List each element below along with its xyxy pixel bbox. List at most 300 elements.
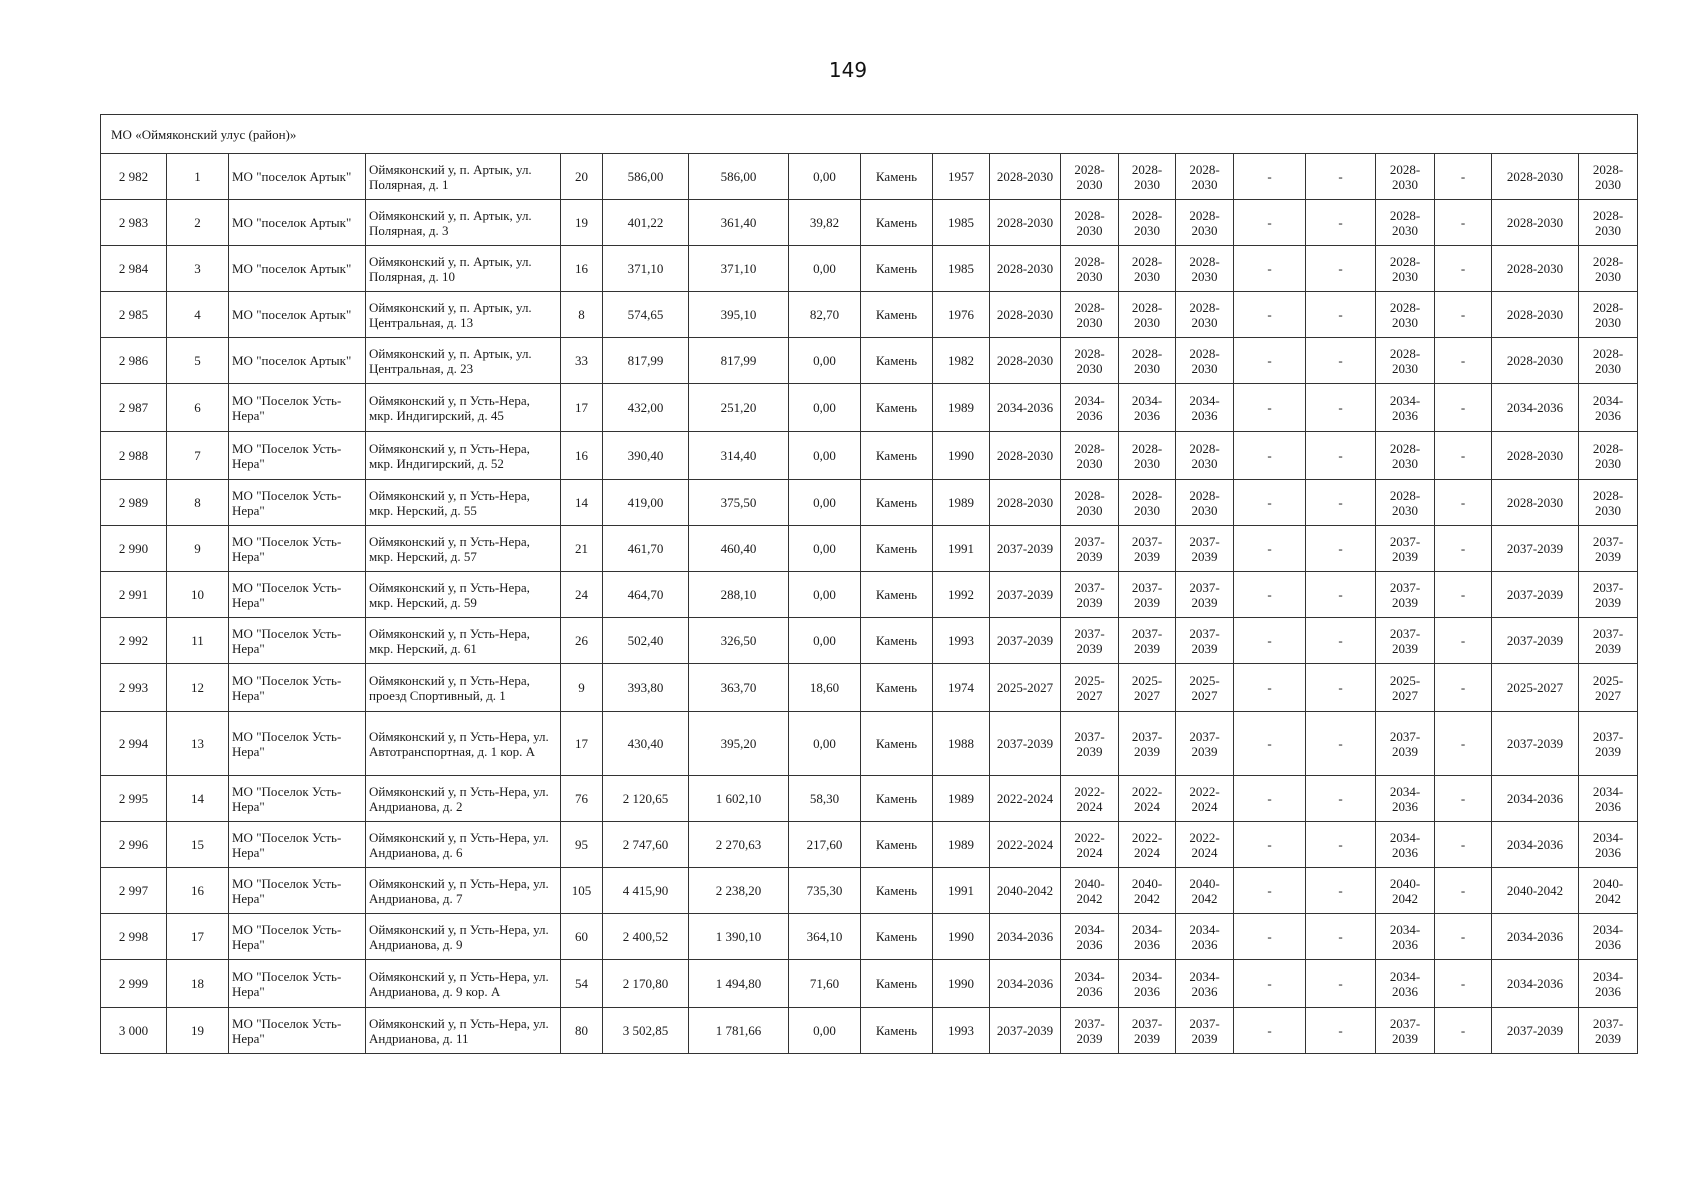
cell-municipality: МО "поселок Артык" (229, 292, 366, 338)
cell-material: Камень (861, 200, 933, 246)
cell-year: 1989 (933, 776, 990, 822)
cell-value: 574,65 (603, 292, 689, 338)
cell-period: 2037-2039 (990, 712, 1061, 776)
cell-period: 2028-2030 (1579, 480, 1638, 526)
cell-period: 2037-2039 (1061, 526, 1119, 572)
cell-address: Оймяконский у, п. Артык, ул. Полярная, д. 3 (366, 200, 561, 246)
cell-address: Оймяконский у, п Усть-Нера, ул. Андрианова, д. 2 (366, 776, 561, 822)
cell-value: 19 (561, 200, 603, 246)
cell-dash: - (1306, 822, 1376, 868)
cell-material: Камень (861, 384, 933, 432)
cell-period: 2040-2042 (1492, 868, 1579, 914)
cell-period: 2028-2030 (1061, 246, 1119, 292)
cell-material: Камень (861, 1008, 933, 1054)
cell-municipality: МО "Поселок Усть-Нера" (229, 432, 366, 480)
cell-value: 1 494,80 (689, 960, 789, 1008)
cell-municipality: МО "Поселок Усть-Нера" (229, 776, 366, 822)
cell-period: 2022-2024 (990, 776, 1061, 822)
cell-dash: - (1306, 960, 1376, 1008)
cell-dash: - (1435, 154, 1492, 200)
cell-year: 1991 (933, 868, 990, 914)
table-row (101, 526, 1638, 572)
cell-period: 2028-2030 (1119, 480, 1176, 526)
cell-dash: - (1234, 154, 1306, 200)
cell-period: 2037-2039 (1119, 712, 1176, 776)
table-row (101, 776, 1638, 822)
cell-dash: - (1306, 526, 1376, 572)
cell-material: Камень (861, 246, 933, 292)
cell-period: 2037-2039 (990, 1008, 1061, 1054)
cell-index: 3 (167, 246, 229, 292)
cell-period: 2037-2039 (1061, 572, 1119, 618)
cell-value: 0,00 (789, 338, 861, 384)
cell-value: 4 415,90 (603, 868, 689, 914)
cell-period: 2034-2036 (1492, 776, 1579, 822)
cell-dash: - (1435, 338, 1492, 384)
cell-period: 2037-2039 (1579, 712, 1638, 776)
cell-index: 17 (167, 914, 229, 960)
cell-value: 2 238,20 (689, 868, 789, 914)
cell-period: 2022-2024 (1061, 822, 1119, 868)
cell-value: 0,00 (789, 618, 861, 664)
cell-address: Оймяконский у, п Усть-Нера, мкр. Нерский, д. 55 (366, 480, 561, 526)
cell-municipality: МО "Поселок Усть-Нера" (229, 384, 366, 432)
cell-value: 361,40 (689, 200, 789, 246)
cell-index: 19 (167, 1008, 229, 1054)
cell-dash: - (1306, 154, 1376, 200)
table-row (101, 572, 1638, 618)
table-row (101, 960, 1638, 1008)
cell-period: 2037-2039 (1061, 712, 1119, 776)
cell-value: 0,00 (789, 480, 861, 526)
cell-period: 2034-2036 (1119, 960, 1176, 1008)
cell-index: 8 (167, 480, 229, 526)
cell-number: 2 996 (101, 822, 167, 868)
cell-dash: - (1435, 1008, 1492, 1054)
cell-material: Камень (861, 914, 933, 960)
cell-address: Оймяконский у, п Усть-Нера, ул. Андрианова, д. 11 (366, 1008, 561, 1054)
cell-number: 2 985 (101, 292, 167, 338)
cell-dash: - (1435, 246, 1492, 292)
cell-dash: - (1306, 384, 1376, 432)
cell-value: 76 (561, 776, 603, 822)
cell-year: 1985 (933, 200, 990, 246)
cell-period: 2028-2030 (990, 480, 1061, 526)
cell-dash: - (1306, 480, 1376, 526)
cell-value: 461,70 (603, 526, 689, 572)
cell-period: 2028-2030 (1376, 480, 1435, 526)
cell-value: 432,00 (603, 384, 689, 432)
cell-period: 2028-2030 (1119, 200, 1176, 246)
cell-period: 2028-2030 (1492, 432, 1579, 480)
cell-dash: - (1234, 914, 1306, 960)
cell-value: 817,99 (603, 338, 689, 384)
cell-municipality: МО "Поселок Усть-Нера" (229, 868, 366, 914)
cell-municipality: МО "поселок Артык" (229, 154, 366, 200)
cell-dash: - (1234, 712, 1306, 776)
table-row (101, 338, 1638, 384)
cell-period: 2037-2039 (990, 526, 1061, 572)
cell-value: 2 400,52 (603, 914, 689, 960)
cell-value: 2 170,80 (603, 960, 689, 1008)
cell-dash: - (1306, 868, 1376, 914)
cell-period: 2028-2030 (1061, 480, 1119, 526)
cell-period: 2028-2030 (1176, 154, 1234, 200)
table-row (101, 432, 1638, 480)
cell-value: 1 781,66 (689, 1008, 789, 1054)
cell-period: 2028-2030 (1376, 154, 1435, 200)
cell-period: 2028-2030 (1119, 292, 1176, 338)
cell-value: 16 (561, 246, 603, 292)
cell-period: 2037-2039 (1492, 1008, 1579, 1054)
cell-period: 2028-2030 (1492, 200, 1579, 246)
cell-period: 2037-2039 (1176, 1008, 1234, 1054)
cell-number: 2 990 (101, 526, 167, 572)
cell-year: 1991 (933, 526, 990, 572)
table-row (101, 480, 1638, 526)
cell-value: 18,60 (789, 664, 861, 712)
cell-address: Оймяконский у, п Усть-Нера, мкр. Индигирский, д. 52 (366, 432, 561, 480)
table-row (101, 154, 1638, 200)
cell-period: 2022-2024 (1061, 776, 1119, 822)
cell-period: 2025-2027 (1119, 664, 1176, 712)
cell-dash: - (1234, 868, 1306, 914)
cell-dash: - (1234, 480, 1306, 526)
cell-period: 2040-2042 (990, 868, 1061, 914)
table-row (101, 914, 1638, 960)
cell-address: Оймяконский у, п Усть-Нера, мкр. Нерский, д. 61 (366, 618, 561, 664)
cell-number: 2 993 (101, 664, 167, 712)
cell-dash: - (1435, 822, 1492, 868)
table-row (101, 618, 1638, 664)
cell-number: 2 998 (101, 914, 167, 960)
cell-address: Оймяконский у, п Усть-Нера, мкр. Индигирский, д. 45 (366, 384, 561, 432)
cell-period: 2034-2036 (990, 384, 1061, 432)
cell-period: 2034-2036 (1376, 384, 1435, 432)
cell-index: 10 (167, 572, 229, 618)
cell-period: 2037-2039 (1492, 712, 1579, 776)
cell-number: 2 982 (101, 154, 167, 200)
cell-period: 2037-2039 (1376, 712, 1435, 776)
cell-value: 0,00 (789, 1008, 861, 1054)
cell-value: 314,40 (689, 432, 789, 480)
cell-period: 2028-2030 (1176, 338, 1234, 384)
cell-municipality: МО "поселок Артык" (229, 338, 366, 384)
cell-dash: - (1435, 868, 1492, 914)
cell-value: 0,00 (789, 572, 861, 618)
cell-index: 2 (167, 200, 229, 246)
cell-municipality: МО "Поселок Усть-Нера" (229, 960, 366, 1008)
cell-dash: - (1306, 338, 1376, 384)
cell-period: 2034-2036 (1579, 384, 1638, 432)
cell-value: 80 (561, 1008, 603, 1054)
cell-value: 0,00 (789, 246, 861, 292)
cell-value: 0,00 (789, 712, 861, 776)
cell-value: 1 602,10 (689, 776, 789, 822)
cell-period: 2022-2024 (1119, 776, 1176, 822)
cell-index: 1 (167, 154, 229, 200)
cell-index: 12 (167, 664, 229, 712)
cell-value: 586,00 (603, 154, 689, 200)
cell-period: 2028-2030 (1119, 154, 1176, 200)
cell-period: 2028-2030 (1176, 200, 1234, 246)
cell-period: 2028-2030 (990, 292, 1061, 338)
cell-period: 2025-2027 (1492, 664, 1579, 712)
cell-value: 3 502,85 (603, 1008, 689, 1054)
cell-value: 0,00 (789, 154, 861, 200)
cell-dash: - (1435, 712, 1492, 776)
cell-value: 95 (561, 822, 603, 868)
cell-material: Камень (861, 664, 933, 712)
cell-period: 2028-2030 (1492, 292, 1579, 338)
cell-value: 9 (561, 664, 603, 712)
cell-dash: - (1435, 572, 1492, 618)
cell-index: 7 (167, 432, 229, 480)
cell-period: 2034-2036 (1579, 776, 1638, 822)
cell-value: 419,00 (603, 480, 689, 526)
cell-period: 2037-2039 (1176, 618, 1234, 664)
cell-period: 2034-2036 (1119, 384, 1176, 432)
cell-material: Камень (861, 776, 933, 822)
cell-dash: - (1306, 618, 1376, 664)
cell-value: 54 (561, 960, 603, 1008)
cell-number: 2 995 (101, 776, 167, 822)
cell-period: 2034-2036 (1492, 384, 1579, 432)
cell-period: 2037-2039 (1376, 526, 1435, 572)
cell-number: 2 992 (101, 618, 167, 664)
cell-dash: - (1306, 664, 1376, 712)
cell-number: 2 988 (101, 432, 167, 480)
cell-period: 2025-2027 (1176, 664, 1234, 712)
cell-period: 2037-2039 (1119, 572, 1176, 618)
cell-dash: - (1234, 664, 1306, 712)
cell-index: 18 (167, 960, 229, 1008)
cell-period: 2037-2039 (1579, 526, 1638, 572)
cell-dash: - (1234, 526, 1306, 572)
cell-period: 2034-2036 (1061, 960, 1119, 1008)
cell-dash: - (1234, 776, 1306, 822)
cell-number: 2 984 (101, 246, 167, 292)
cell-dash: - (1234, 338, 1306, 384)
cell-period: 2037-2039 (1119, 526, 1176, 572)
cell-period: 2025-2027 (1579, 664, 1638, 712)
cell-period: 2028-2030 (1061, 292, 1119, 338)
cell-period: 2022-2024 (1119, 822, 1176, 868)
cell-index: 13 (167, 712, 229, 776)
cell-period: 2034-2036 (990, 960, 1061, 1008)
cell-period: 2034-2036 (1376, 822, 1435, 868)
cell-year: 1974 (933, 664, 990, 712)
cell-dash: - (1435, 914, 1492, 960)
cell-address: Оймяконский у, п Усть-Нера, ул. Автотранспортная, д. 1 кор. А (366, 712, 561, 776)
cell-period: 2037-2039 (1119, 618, 1176, 664)
cell-period: 2028-2030 (1579, 432, 1638, 480)
cell-dash: - (1234, 960, 1306, 1008)
cell-value: 371,10 (689, 246, 789, 292)
cell-dash: - (1234, 822, 1306, 868)
cell-period: 2034-2036 (1492, 822, 1579, 868)
cell-period: 2037-2039 (1492, 572, 1579, 618)
cell-period: 2028-2030 (1376, 338, 1435, 384)
cell-municipality: МО "Поселок Усть-Нера" (229, 480, 366, 526)
cell-number: 2 983 (101, 200, 167, 246)
cell-dash: - (1435, 384, 1492, 432)
cell-dash: - (1435, 292, 1492, 338)
cell-year: 1992 (933, 572, 990, 618)
table-row (101, 664, 1638, 712)
cell-municipality: МО "Поселок Усть-Нера" (229, 618, 366, 664)
cell-period: 2034-2036 (1176, 960, 1234, 1008)
cell-year: 1957 (933, 154, 990, 200)
cell-period: 2034-2036 (1579, 914, 1638, 960)
cell-dash: - (1234, 384, 1306, 432)
cell-value: 8 (561, 292, 603, 338)
cell-dash: - (1234, 618, 1306, 664)
cell-value: 502,40 (603, 618, 689, 664)
cell-address: Оймяконский у, п Усть-Нера, ул. Андрианова, д. 7 (366, 868, 561, 914)
cell-value: 363,70 (689, 664, 789, 712)
cell-value: 60 (561, 914, 603, 960)
cell-dash: - (1234, 246, 1306, 292)
cell-period: 2037-2039 (990, 618, 1061, 664)
cell-value: 14 (561, 480, 603, 526)
cell-period: 2028-2030 (990, 154, 1061, 200)
cell-period: 2022-2024 (1176, 822, 1234, 868)
cell-municipality: МО "Поселок Усть-Нера" (229, 1008, 366, 1054)
cell-index: 14 (167, 776, 229, 822)
table-row (101, 246, 1638, 292)
cell-number: 2 986 (101, 338, 167, 384)
table-row (101, 822, 1638, 868)
cell-period: 2028-2030 (1061, 154, 1119, 200)
cell-period: 2028-2030 (990, 432, 1061, 480)
cell-material: Камень (861, 572, 933, 618)
cell-material: Камень (861, 292, 933, 338)
cell-value: 395,20 (689, 712, 789, 776)
cell-year: 1982 (933, 338, 990, 384)
cell-municipality: МО "Поселок Усть-Нера" (229, 664, 366, 712)
cell-value: 105 (561, 868, 603, 914)
cell-dash: - (1306, 572, 1376, 618)
cell-period: 2028-2030 (1119, 246, 1176, 292)
cell-value: 33 (561, 338, 603, 384)
cell-period: 2028-2030 (1061, 200, 1119, 246)
cell-period: 2028-2030 (1376, 246, 1435, 292)
cell-period: 2034-2036 (1376, 776, 1435, 822)
cell-dash: - (1435, 200, 1492, 246)
cell-period: 2037-2039 (1579, 618, 1638, 664)
cell-material: Камень (861, 432, 933, 480)
cell-period: 2037-2039 (1376, 1008, 1435, 1054)
cell-period: 2034-2036 (1579, 960, 1638, 1008)
cell-municipality: МО "поселок Артык" (229, 246, 366, 292)
cell-address: Оймяконский у, п. Артык, ул. Центральная, д. 23 (366, 338, 561, 384)
cell-dash: - (1234, 572, 1306, 618)
cell-municipality: МО "Поселок Усть-Нера" (229, 712, 366, 776)
cell-value: 2 120,65 (603, 776, 689, 822)
housing-register-table (100, 114, 1638, 1054)
cell-number: 2 994 (101, 712, 167, 776)
cell-dash: - (1234, 1008, 1306, 1054)
cell-address: Оймяконский у, п Усть-Нера, ул. Андрианова, д. 9 (366, 914, 561, 960)
cell-period: 2034-2036 (1376, 960, 1435, 1008)
cell-value: 735,30 (789, 868, 861, 914)
cell-period: 2028-2030 (1492, 154, 1579, 200)
cell-material: Камень (861, 480, 933, 526)
cell-address: Оймяконский у, п. Артык, ул. Центральная, д. 13 (366, 292, 561, 338)
cell-value: 364,10 (789, 914, 861, 960)
page-number: 149 (828, 58, 868, 82)
cell-value: 26 (561, 618, 603, 664)
cell-value: 586,00 (689, 154, 789, 200)
cell-municipality: МО "Поселок Усть-Нера" (229, 914, 366, 960)
cell-number: 3 000 (101, 1008, 167, 1054)
cell-period: 2028-2030 (1176, 480, 1234, 526)
cell-period: 2028-2030 (1579, 154, 1638, 200)
table-row (101, 384, 1638, 432)
cell-address: Оймяконский у, п Усть-Нера, мкр. Нерский, д. 57 (366, 526, 561, 572)
cell-period: 2034-2036 (1176, 914, 1234, 960)
cell-period: 2028-2030 (1376, 200, 1435, 246)
cell-value: 251,20 (689, 384, 789, 432)
cell-period: 2025-2027 (990, 664, 1061, 712)
cell-period: 2034-2036 (1119, 914, 1176, 960)
cell-index: 4 (167, 292, 229, 338)
cell-value: 460,40 (689, 526, 789, 572)
cell-period: 2028-2030 (1492, 338, 1579, 384)
table-row (101, 712, 1638, 776)
cell-period: 2034-2036 (1376, 914, 1435, 960)
cell-period: 2040-2042 (1119, 868, 1176, 914)
section-header-row (101, 115, 1638, 154)
cell-period: 2037-2039 (990, 572, 1061, 618)
cell-address: Оймяконский у, п Усть-Нера, мкр. Нерский, д. 59 (366, 572, 561, 618)
cell-dash: - (1234, 292, 1306, 338)
cell-period: 2034-2036 (990, 914, 1061, 960)
cell-dash: - (1306, 432, 1376, 480)
cell-value: 393,80 (603, 664, 689, 712)
cell-value: 395,10 (689, 292, 789, 338)
cell-address: Оймяконский у, п Усть-Нера, ул. Андрианова, д. 6 (366, 822, 561, 868)
cell-period: 2037-2039 (1176, 572, 1234, 618)
cell-value: 58,30 (789, 776, 861, 822)
cell-period: 2028-2030 (990, 200, 1061, 246)
cell-value: 1 390,10 (689, 914, 789, 960)
cell-index: 9 (167, 526, 229, 572)
cell-period: 2028-2030 (1579, 338, 1638, 384)
cell-period: 2040-2042 (1376, 868, 1435, 914)
cell-period: 2028-2030 (1579, 200, 1638, 246)
cell-period: 2037-2039 (1176, 712, 1234, 776)
cell-period: 2028-2030 (1119, 432, 1176, 480)
cell-year: 1989 (933, 822, 990, 868)
cell-municipality: МО "Поселок Усть-Нера" (229, 822, 366, 868)
cell-dash: - (1435, 526, 1492, 572)
cell-year: 1989 (933, 384, 990, 432)
cell-period: 2040-2042 (1579, 868, 1638, 914)
cell-period: 2037-2039 (1492, 526, 1579, 572)
cell-value: 817,99 (689, 338, 789, 384)
cell-value: 71,60 (789, 960, 861, 1008)
cell-material: Камень (861, 868, 933, 914)
cell-value: 17 (561, 384, 603, 432)
cell-municipality: МО "поселок Артык" (229, 200, 366, 246)
cell-value: 217,60 (789, 822, 861, 868)
cell-value: 326,50 (689, 618, 789, 664)
cell-year: 1993 (933, 618, 990, 664)
cell-year: 1993 (933, 1008, 990, 1054)
cell-period: 2028-2030 (1579, 292, 1638, 338)
